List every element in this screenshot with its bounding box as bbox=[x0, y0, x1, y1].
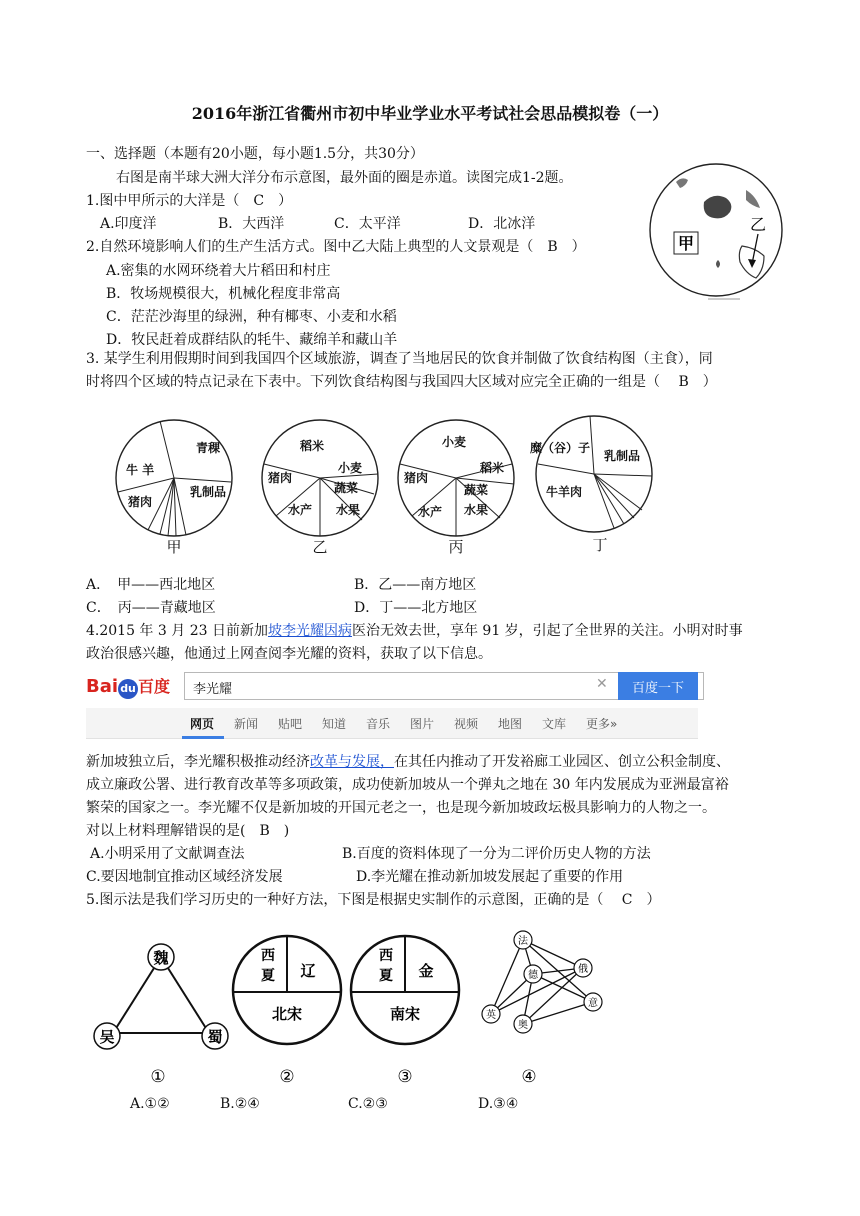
diagram-three-kingdoms bbox=[94, 944, 228, 1087]
clear-icon[interactable]: ✕ bbox=[596, 676, 608, 692]
q5-option-d: D.③④ bbox=[478, 1096, 519, 1112]
tab-more[interactable]: 更多» bbox=[586, 717, 618, 731]
q3-option-b: B．乙——南方地区 bbox=[354, 577, 477, 593]
pie-label: 猪肉 bbox=[404, 471, 429, 485]
q3-option-d: D．丁——北方地区 bbox=[354, 600, 478, 616]
q3-line1: 3. 某学生利用假期时间到我国四个区域旅游，调查了当地居民的饮食并制做了饮食结构图（主食），同 bbox=[86, 351, 713, 367]
pie-label: 水产 bbox=[418, 505, 443, 519]
node-label: 蜀 bbox=[207, 1028, 223, 1046]
q4-reform-link[interactable]: 改革与发展， bbox=[310, 754, 394, 770]
q4-line1-text: 4.2015 年 3 月 23 日前新加 bbox=[86, 623, 268, 639]
q4-option-b: B.百度的资料体现了一分为二评价历史人物的方法 bbox=[342, 846, 651, 862]
pie-label: 猪肉 bbox=[268, 471, 293, 485]
map-label-jia: 甲 bbox=[677, 234, 695, 253]
pie-label: 青稞 bbox=[196, 441, 221, 455]
pie-label: 蔬菜 bbox=[464, 483, 489, 497]
region-label: 夏 bbox=[261, 968, 275, 984]
node-label: 法 bbox=[518, 936, 528, 947]
pie-yi bbox=[262, 420, 378, 556]
pie-label: 水果 bbox=[336, 503, 361, 517]
network-edge bbox=[523, 1002, 593, 1024]
q1-stem: 1.图中甲所示的大洋是（ C ） bbox=[86, 193, 293, 209]
section-heading: 一、选择题（本题有20小题，每小题1.5分，共30分） bbox=[86, 146, 424, 162]
q4-stem: 对以上材料理解错误的是( B ) bbox=[86, 823, 290, 839]
diagram-southern-song bbox=[351, 936, 459, 1087]
node-label: 德 bbox=[528, 970, 538, 981]
q2-option-a: A.密集的水网环绕着大片稻田和村庄 bbox=[106, 263, 331, 279]
pie-caption: 丙 bbox=[448, 538, 464, 556]
pie-label: 猪肉 bbox=[128, 495, 153, 509]
pie-label: 水果 bbox=[464, 503, 489, 517]
region-label: 西 bbox=[379, 948, 393, 964]
hemisphere-map bbox=[646, 160, 786, 302]
q5-stem: 5.图示法是我们学习历史的一种好方法，下图是根据史实制作的示意图，正确的是（ C ） bbox=[86, 892, 661, 908]
q4-para2: 成立廉政公署、进行教育改革等多项政策，成功使新加坡从一个弹丸之地在 30 年内发展成为亚洲最富裕 bbox=[86, 777, 729, 793]
tab-web[interactable]: 网页 bbox=[190, 717, 215, 731]
tab-map[interactable]: 地图 bbox=[498, 717, 523, 731]
q4-option-d: D.李光耀在推动新加坡发展起了重要的作用 bbox=[356, 869, 624, 885]
diagram-number: ④ bbox=[521, 1067, 537, 1087]
pie-label: 稻米 bbox=[480, 461, 505, 475]
antarctica-shape bbox=[704, 196, 732, 219]
active-tab-underline bbox=[182, 736, 224, 739]
pie-label: 乳制品 bbox=[604, 449, 641, 463]
q4-para1-text: 在其任内推动了开发裕廊工业园区、创立公积金制度、 bbox=[394, 754, 730, 770]
q4-hyperlink[interactable]: 坡李光耀因病 bbox=[267, 623, 352, 639]
q4-para1-text: 新加坡独立后，李光耀积极推动经济 bbox=[86, 754, 310, 770]
diagram-number: ① bbox=[150, 1067, 166, 1087]
q2-option-b: B．牧场规模很大，机械化程度非常高 bbox=[106, 286, 341, 302]
pie-label: 牛羊肉 bbox=[546, 485, 583, 499]
q2-option-d: D．牧民赶着成群结队的牦牛、藏绵羊和藏山羊 bbox=[106, 332, 398, 348]
search-input[interactable]: 李光耀 bbox=[184, 672, 704, 700]
baidu-logo-text: Bai bbox=[86, 676, 119, 697]
node-label: 魏 bbox=[153, 949, 169, 967]
pie-label: 小麦 bbox=[338, 461, 363, 475]
page-title: 2016年浙江省衢州市初中毕业学业水平考试社会思品模拟卷（一） bbox=[191, 104, 669, 123]
pie-ding bbox=[530, 416, 652, 554]
pie-caption: 甲 bbox=[166, 538, 182, 556]
search-tabs bbox=[86, 708, 698, 739]
diagram-number: ② bbox=[279, 1067, 295, 1087]
q4-line2: 政治很感兴趣，他通过上网查阅李光耀的资料，获取了以下信息。 bbox=[86, 646, 492, 662]
q3-line2: 时将四个区域的特点记录在下表中。下列饮食结构图与我国四大区域对应完全正确的一组是（ B ） bbox=[86, 374, 717, 390]
pie-label: 水产 bbox=[288, 503, 313, 517]
region-label: 夏 bbox=[379, 968, 393, 984]
node-label: 吴 bbox=[99, 1028, 115, 1046]
q1-option-d: D．北冰洋 bbox=[468, 216, 536, 232]
tab-tieba[interactable]: 贴吧 bbox=[278, 717, 303, 731]
tab-music[interactable]: 音乐 bbox=[366, 717, 391, 731]
q4-para3: 繁荣的国家之一。李光耀不仅是新加坡的开国元老之一，也是现今新加坡政坛极具影响力的人物之一。 bbox=[86, 800, 716, 816]
q1-option-b: B．大西洋 bbox=[218, 216, 285, 232]
q2-option-c: C．茫茫沙海里的绿洲，种有椰枣、小麦和水稻 bbox=[106, 309, 397, 325]
pie-bing bbox=[398, 420, 514, 556]
pie-label: 小麦 bbox=[442, 435, 467, 449]
pie-label: 乳制品 bbox=[190, 485, 227, 499]
pie-label: 糜（谷）子 bbox=[530, 441, 591, 455]
map-label-yi: 乙 bbox=[749, 215, 767, 234]
q4-para1 bbox=[86, 752, 730, 772]
node-label: 意 bbox=[588, 998, 598, 1009]
q2-stem: 2.自然环境影响人们的生产生活方式。图中乙大陆上典型的人文景观是（ B ） bbox=[86, 239, 586, 255]
q4-line1 bbox=[86, 621, 743, 641]
q5-option-b: B.②④ bbox=[220, 1096, 260, 1112]
q4-option-a: A.小明采用了文献调查法 bbox=[90, 846, 245, 862]
baidu-paw-icon: du bbox=[118, 679, 138, 699]
diet-pie-charts bbox=[110, 410, 670, 560]
pie-label: 牛 羊 bbox=[126, 463, 155, 477]
region-label: 北宋 bbox=[271, 1005, 303, 1023]
pie-label: 蔬菜 bbox=[334, 481, 359, 495]
history-diagrams bbox=[86, 926, 616, 1091]
map-intro: 右图是南半球大洲大洋分布示意图，最外面的圈是赤道。读图完成1-2题。 bbox=[116, 170, 573, 186]
region-label: 辽 bbox=[300, 962, 316, 980]
q1-option-c: C．太平洋 bbox=[334, 216, 401, 232]
pie-caption: 乙 bbox=[312, 538, 328, 556]
pie-caption: 丁 bbox=[592, 536, 608, 554]
network-edge bbox=[523, 940, 583, 968]
diagram-number: ③ bbox=[397, 1067, 413, 1087]
q5-option-a: A.①② bbox=[130, 1096, 170, 1112]
pie-jia bbox=[116, 420, 232, 556]
tab-news[interactable]: 新闻 bbox=[234, 717, 259, 731]
diagram-northern-song bbox=[233, 936, 341, 1087]
pie-label: 稻米 bbox=[300, 439, 325, 453]
baidu-search-bar bbox=[86, 670, 698, 740]
tab-zhidao[interactable]: 知道 bbox=[322, 717, 347, 731]
region-label: 南宋 bbox=[389, 1005, 421, 1023]
q1-option-a: A.印度洋 bbox=[100, 216, 157, 232]
tab-images[interactable]: 图片 bbox=[410, 717, 435, 731]
region-label: 西 bbox=[261, 948, 275, 964]
node-label: 英 bbox=[486, 1010, 496, 1021]
region-label: 金 bbox=[418, 962, 434, 980]
q3-option-a: A． 甲——西北地区 bbox=[86, 577, 216, 593]
q4-line1-text: 医治无效去世，享年 91 岁，引起了全世界的关注。小明对时事 bbox=[351, 623, 743, 639]
q4-option-c: C.要因地制宜推动区域经济发展 bbox=[86, 869, 283, 885]
tab-video[interactable]: 视频 bbox=[454, 717, 479, 731]
node-label: 奥 bbox=[518, 1020, 528, 1031]
baidu-logo bbox=[86, 674, 176, 700]
node-label: 俄 bbox=[578, 964, 588, 975]
baidu-logo-cn: 百度 bbox=[138, 677, 171, 696]
q3-option-c: C． 丙——青藏地区 bbox=[86, 600, 216, 616]
q5-option-c: C.②③ bbox=[348, 1096, 388, 1112]
search-button[interactable]: 百度一下 bbox=[618, 672, 698, 700]
diagram-european-powers bbox=[482, 931, 602, 1087]
tab-wenku[interactable]: 文库 bbox=[542, 717, 567, 731]
network-edge bbox=[491, 940, 523, 1014]
